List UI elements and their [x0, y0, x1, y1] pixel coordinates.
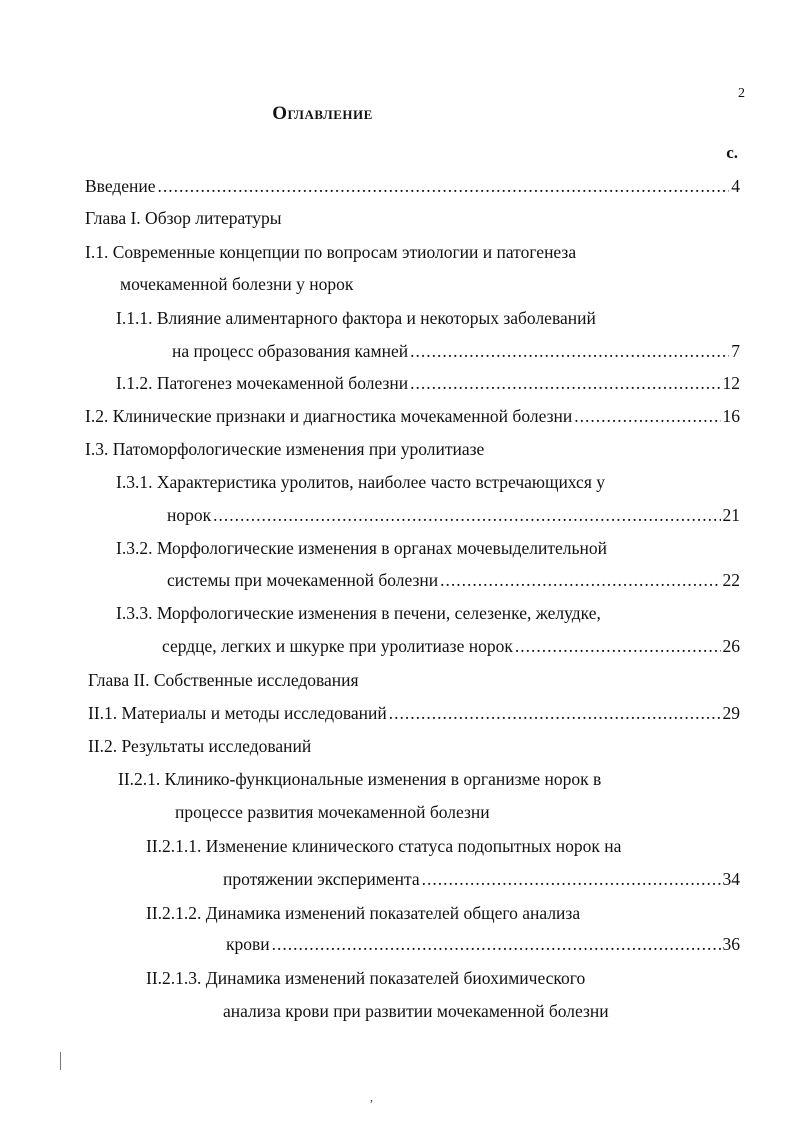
toc-entry — [146, 834, 621, 858]
page-title: Оглавление — [272, 103, 373, 124]
toc-entry-text: I.3.1. Характеристика уролитов, наиболее часто встречающихся у — [116, 472, 605, 492]
toc-entry-text: II.2.1.2. Динамика изменений показателей общего анализа — [146, 903, 581, 923]
toc-entry — [146, 901, 580, 925]
toc-entry-page: 21 — [722, 505, 740, 525]
toc-entry — [172, 339, 740, 363]
toc-entry-page: 4 — [731, 176, 740, 196]
toc-entry-page: 16 — [722, 406, 740, 426]
toc-entry — [85, 206, 282, 230]
toc-entry — [120, 272, 353, 296]
toc-leader — [515, 634, 721, 658]
toc-entry-text: протяжении эксперимента — [223, 869, 420, 889]
toc-entry-page: 26 — [722, 636, 740, 656]
toc-entry-text: анализа крови при развитии мочекаменной болезни — [223, 1001, 609, 1021]
toc-entry-page: 12 — [722, 373, 740, 393]
toc-entry — [223, 999, 609, 1023]
toc-entry-text: I.1.1. Влияние алиментарного фактора и некоторых заболеваний — [116, 308, 596, 328]
toc-entry — [116, 536, 607, 560]
toc-entry-text: II.1. Материалы и методы исследований — [88, 703, 387, 723]
toc-entry-text: I.3.2. Морфологические изменения в органах мочевыделительной — [116, 538, 607, 558]
toc-leader — [410, 371, 720, 395]
toc-entry-text: II.2.1. Клинико-функциональные изменения в организме норок в — [118, 769, 602, 789]
toc-entry-text: II.2. Результаты исследований — [88, 736, 312, 756]
toc-entry-text: на процесс образования камней — [172, 341, 409, 361]
toc-leader — [440, 568, 720, 592]
toc-entry-text: сердце, легких и шкурке при уролитиазе норок — [162, 636, 513, 656]
toc-entry-text: Глава II. Собственные исследования — [88, 670, 359, 690]
toc-entry — [116, 371, 740, 395]
toc-entry-text: I.3.3. Морфологические изменения в печени, селезенке, желудке, — [116, 603, 601, 623]
toc-entry-text: II.2.1.1. Изменение клинического статуса подопытных норок на — [146, 836, 622, 856]
toc-entry-page: 7 — [731, 341, 740, 361]
toc-leader — [272, 932, 721, 956]
toc-entry — [116, 306, 596, 330]
toc-entry — [116, 470, 605, 494]
toc-entry — [167, 568, 740, 592]
scan-speck: , — [370, 1090, 373, 1104]
toc-entry-page: 22 — [722, 570, 740, 590]
toc-entry-text: процессе развития мочекаменной болезни — [175, 802, 490, 822]
toc-entry-text: Глава I. Обзор литературы — [85, 208, 282, 228]
toc-entry-text: норок — [167, 505, 212, 525]
toc-entry — [85, 437, 484, 461]
toc-entry-text: II.2.1.3. Динамика изменений показателей биохимического — [146, 968, 586, 988]
page-number: 2 — [738, 86, 745, 101]
toc-leader — [389, 701, 721, 725]
toc-entry-text: I.1. Современные концепции по вопросам этиологии и патогенеза — [85, 242, 577, 262]
toc-entry — [223, 867, 740, 891]
toc-entry-text: системы при мочекаменной болезни — [167, 570, 439, 590]
toc-entry — [167, 503, 740, 527]
toc-entry — [226, 932, 740, 956]
toc-entry — [85, 174, 740, 198]
toc-leader — [158, 174, 730, 198]
toc-entry-text: крови — [226, 934, 270, 954]
toc-entry-text: I.2. Клинические признаки и диагностика мочекаменной болезни — [85, 406, 573, 426]
toc-entry — [85, 404, 740, 428]
toc-entry-text: мочекаменной болезни у норок — [120, 274, 354, 294]
toc-entry-page: 34 — [722, 869, 740, 889]
toc-entry — [116, 601, 601, 625]
toc-leader — [410, 339, 729, 363]
toc-leader — [574, 404, 720, 428]
toc-entry-text: I.1.2. Патогенез мочекаменной болезни — [116, 373, 409, 393]
toc-entry — [162, 634, 740, 658]
toc-leader — [213, 503, 720, 527]
toc-entry — [175, 800, 490, 824]
toc-entry — [88, 668, 359, 692]
scan-edge-mark — [60, 1052, 61, 1070]
toc-entry-page: 29 — [722, 703, 740, 723]
toc-entry — [146, 966, 585, 990]
toc-entry-page: 36 — [722, 934, 740, 954]
toc-entry — [88, 701, 740, 725]
page-column-label: с. — [726, 143, 738, 162]
toc-entry-text: I.3. Патоморфологические изменения при уролитиазе — [85, 439, 485, 459]
toc-entry-text: Введение — [85, 176, 156, 196]
toc-entry — [85, 240, 576, 264]
toc-entry — [88, 734, 311, 758]
toc-entry — [118, 767, 601, 791]
toc-leader — [422, 867, 721, 891]
